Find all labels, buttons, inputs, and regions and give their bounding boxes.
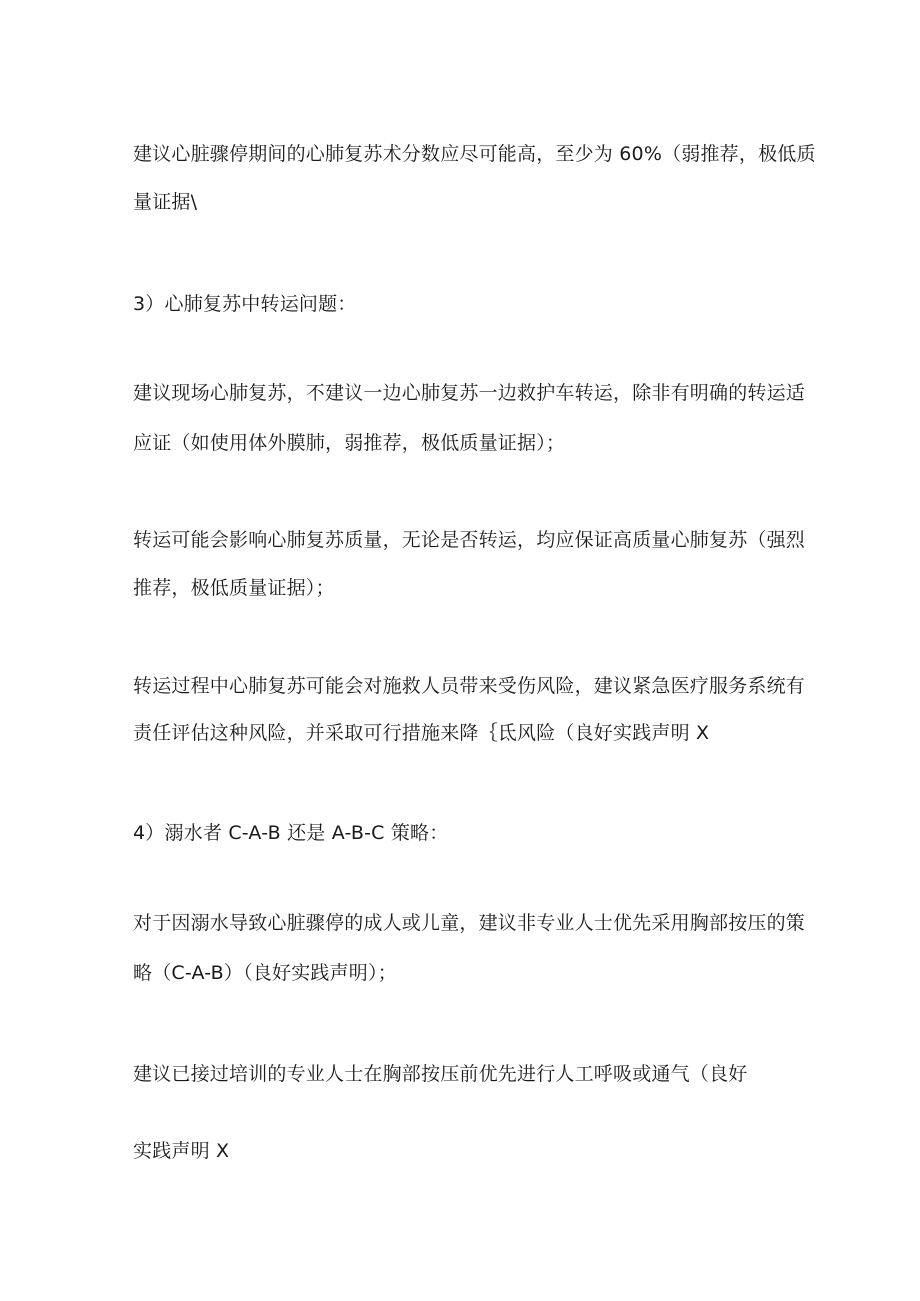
paragraph-drowning-cab-line-2: 略（C-A-B）（良好实践声明）；: [133, 962, 397, 984]
paragraph-transport-quality-line-1: 转运可能会影响心肺复苏质量，无论是否转运，均应保证高质量心肺复苏（强烈: [133, 529, 806, 551]
paragraph-transport-quality-line-2: 推荐，极低质量证据）；: [133, 577, 335, 599]
paragraph-onsite-cpr-line-1: 建议现场心肺复苏，不建议一边心肺复苏一边救护车转运，除非有明确的转运适: [133, 382, 806, 404]
paragraph-drowning-cab-line-1: 对于因溺水导致心脏骤停的成人或儿童，建议非专业人士优先采用胸部按压的策: [133, 912, 806, 934]
section-heading-3: 3）心肺复苏中转运问题：: [133, 293, 357, 315]
paragraph-onsite-cpr-line-2: 应证（如使用体外膜肺，弱推荐，极低质量证据）；: [133, 432, 566, 454]
paragraph-rescuer-risk-line-1: 转运过程中心肺复苏可能会对施救人员带来受伤风险，建议紧急医疗服务系统有: [133, 675, 806, 697]
paragraph-trained-professional-line-1: 建议已接过培训的专业人士在胸部按压前优先进行人工呼吸或通气（良好: [133, 1063, 748, 1085]
paragraph-cpr-fraction-line-2: 量证据\: [133, 191, 198, 213]
paragraph-rescuer-risk-line-2: 责任评估这种风险，并采取可行措施来降｛氐风险（良好实践声明 X: [133, 722, 710, 744]
section-heading-4: 4）溺水者 C-A-B 还是 A-B-C 策略：: [133, 822, 449, 844]
paragraph-trained-professional-line-2: 实践声明 X: [133, 1140, 230, 1162]
paragraph-cpr-fraction-line-1: 建议心脏骤停期间的心肺复苏术分数应尽可能高，至少为 60%（弱推荐，极低质: [133, 143, 816, 165]
